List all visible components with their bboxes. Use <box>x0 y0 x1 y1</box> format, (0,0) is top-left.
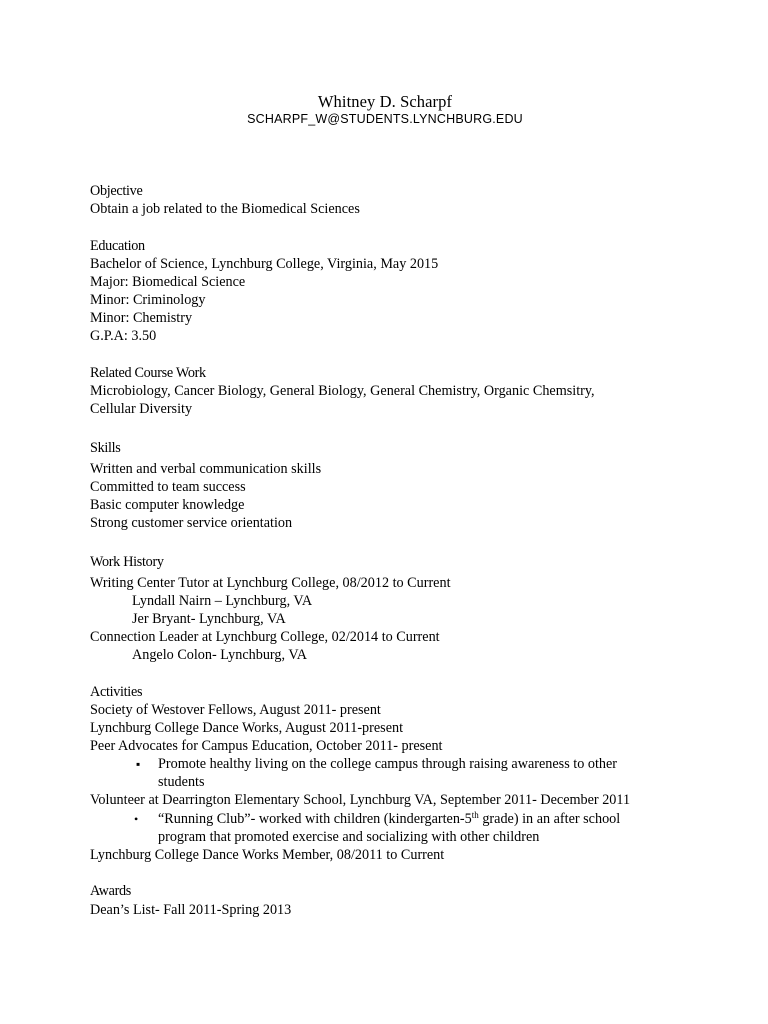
objective-heading: Objective <box>90 183 143 199</box>
work-job-1-reference: Jer Bryant- Lynchburg, VA <box>132 611 286 627</box>
skills-heading: Skills <box>90 440 121 456</box>
work-job-2-reference: Angelo Colon- Lynchburg, VA <box>132 647 307 663</box>
coursework-line-2: Cellular Diversity <box>90 401 193 417</box>
work-job-2: Connection Leader at Lynchburg College, 02/2014 to Current <box>90 629 440 645</box>
round-bullet-icon: • <box>134 812 139 826</box>
skill-item: Strong customer service orientation <box>90 515 293 531</box>
objective-text: Obtain a job related to the Biomedical Sciences <box>90 201 360 217</box>
education-minor-2: Minor: Chemistry <box>90 310 193 326</box>
activity-bullet-text: “Running Club”- worked with children (kindergarten-5th grade) in an after school <box>158 810 621 827</box>
activity-item: Volunteer at Dearrington Elementary School, Lynchburg VA, September 2011- December 2011 <box>90 792 631 808</box>
activity-item: Lynchburg College Dance Works Member, 08/2011 to Current <box>90 847 445 863</box>
education-minor-1: Minor: Criminology <box>90 292 206 308</box>
activity-bullet-text: students <box>158 774 205 790</box>
work-job-1: Writing Center Tutor at Lynchburg College, 08/2012 to Current <box>90 575 451 591</box>
square-bullet-icon: ▪ <box>136 757 141 771</box>
activity-item: Peer Advocates for Campus Education, October 2011- present <box>90 738 443 754</box>
skill-item: Committed to team success <box>90 479 246 495</box>
work-history-heading: Work History <box>90 554 164 570</box>
skill-item: Basic computer knowledge <box>90 497 245 513</box>
activities-heading: Activities <box>90 684 143 700</box>
awards-heading: Awards <box>90 883 132 899</box>
activity-item: Society of Westover Fellows, August 2011- present <box>90 702 381 718</box>
activity-bullet-text: program that promoted exercise and socializing with other children <box>158 829 540 845</box>
work-job-1-reference: Lyndall Nairn – Lynchburg, VA <box>132 593 313 609</box>
education-heading: Education <box>90 238 145 254</box>
coursework-heading: Related Course Work <box>90 365 206 381</box>
award-item: Dean’s List- Fall 2011-Spring 2013 <box>90 902 292 918</box>
candidate-email: SCHARPF_W@STUDENTS.LYNCHBURG.EDU <box>247 112 523 126</box>
activity-item: Lynchburg College Dance Works, August 2011-present <box>90 720 404 736</box>
education-major: Major: Biomedical Science <box>90 274 246 290</box>
candidate-name: Whitney D. Scharpf <box>317 92 453 111</box>
activity-bullet-text: Promote healthy living on the college campus through raising awareness to other <box>158 756 618 772</box>
resume-page <box>90 0 730 1024</box>
education-degree: Bachelor of Science, Lynchburg College, Virginia, May 2015 <box>90 256 439 272</box>
skill-item: Written and verbal communication skills <box>90 461 322 477</box>
education-gpa: G.P.A: 3.50 <box>90 328 157 344</box>
coursework-line-1: Microbiology, Cancer Biology, General Biology, General Chemistry, Organic Chemsitry, <box>90 383 595 399</box>
